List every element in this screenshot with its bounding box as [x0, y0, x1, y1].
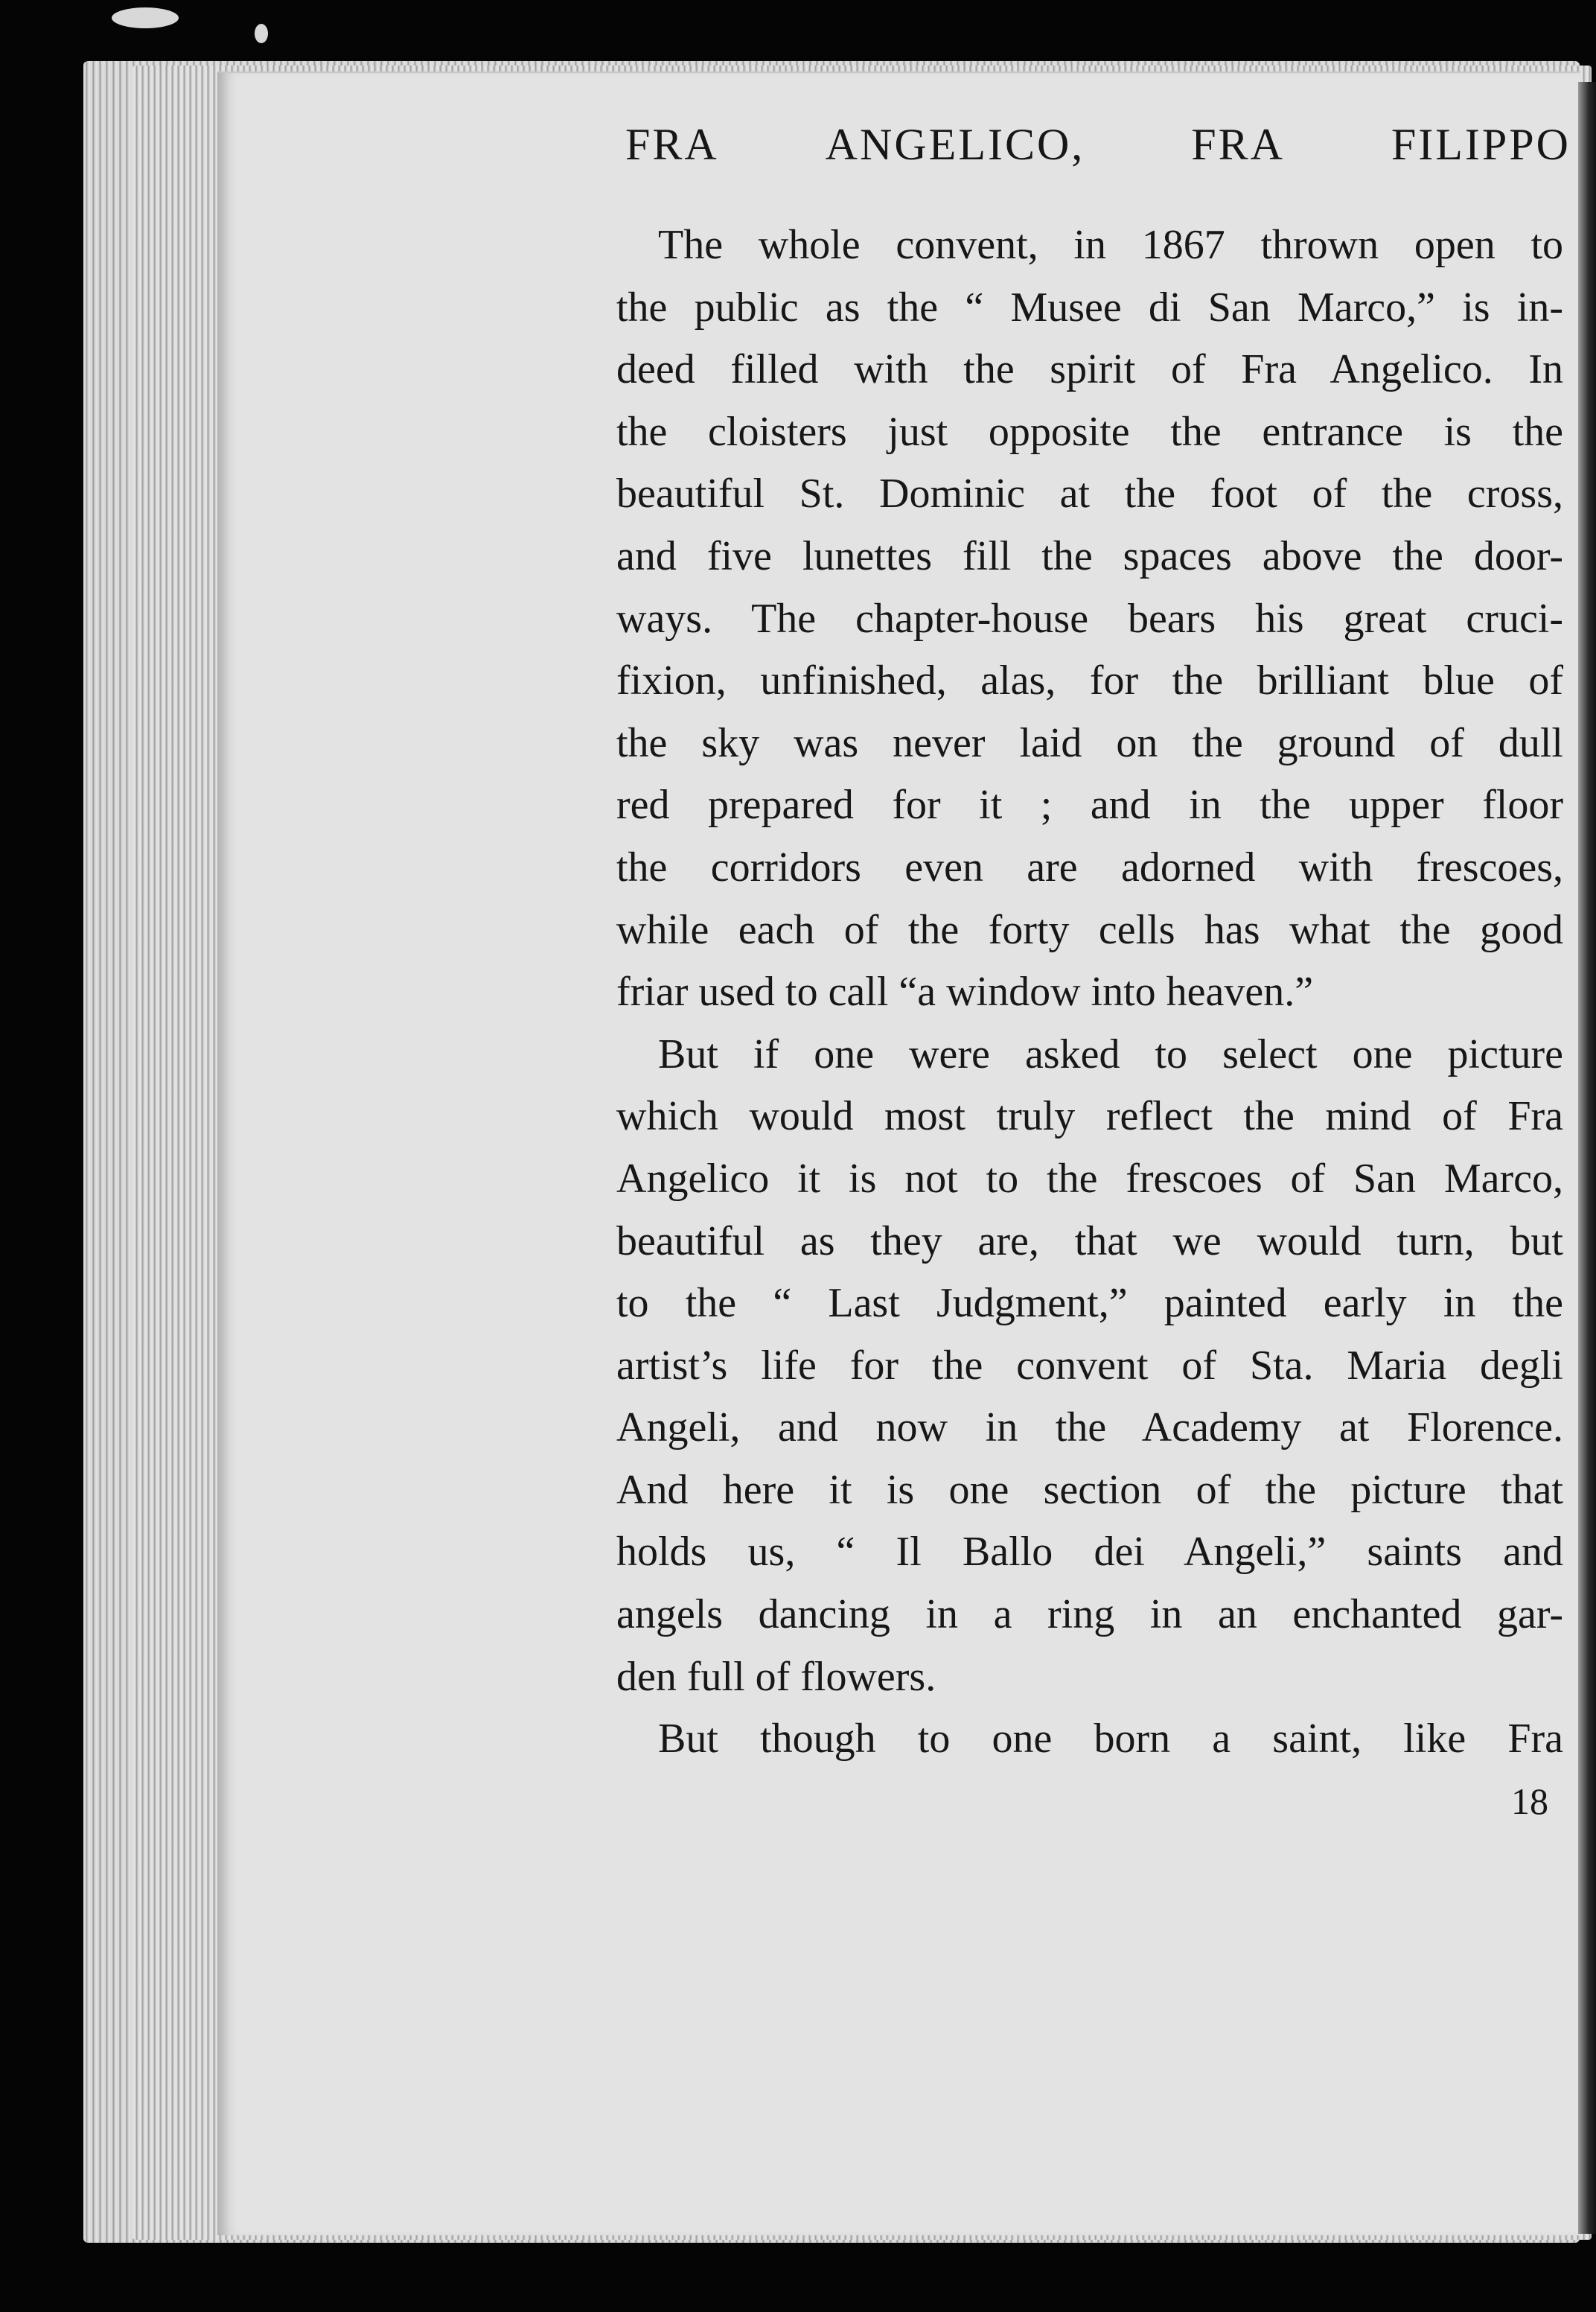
text-line: fixion, unfinished, alas, for the brilliant blue of — [616, 657, 1563, 704]
running-head — [625, 119, 1571, 171]
text-line: beautiful St. Dominic at the foot of the cross, — [616, 471, 1563, 518]
text-line: But if one were asked to select one picture — [658, 1031, 1563, 1077]
running-head-word: FRA — [1191, 120, 1285, 169]
text-line: the sky was never laid on the ground of dull — [616, 719, 1563, 766]
text-line: while each of the forty cells has what the good — [616, 906, 1563, 953]
page-right-edge — [1578, 82, 1596, 2234]
text-line: the corridors even are adorned with frescoes, — [616, 844, 1563, 891]
text-line: holds us, “ Il Ballo dei Angeli,” saints and — [616, 1529, 1563, 1576]
body-text — [616, 214, 1563, 1771]
text-line: which would most truly reflect the mind of Fra — [616, 1093, 1563, 1140]
running-head-word: FRA — [625, 120, 719, 169]
text-line: deed filled with the spirit of Fra Angelico. In — [616, 346, 1563, 393]
text-line: But though to one born a saint, like Fra — [658, 1716, 1563, 1762]
text-line: to the “ Last Judgment,” painted early in the — [616, 1280, 1563, 1327]
text-line: friar used to call “a window into heaven.” — [616, 969, 1314, 1016]
text-line: and five lunettes fill the spaces above the door- — [616, 532, 1563, 579]
text-line: ways. The chapter-house bears his great cruci- — [616, 595, 1563, 642]
page-number: 18 — [1511, 1780, 1548, 1822]
text-line: den full of flowers. — [616, 1653, 936, 1700]
text-line: the public as the “ Musee di San Marco,” is in- — [616, 284, 1563, 331]
scan-artifact — [255, 24, 268, 43]
text-line: artist’s life for the convent of Sta. Maria degli — [616, 1342, 1563, 1389]
text-line: Angelico it is not to the frescoes of San Marco, — [616, 1155, 1563, 1202]
text-line: Angeli, and now in the Academy at Florence. — [616, 1404, 1563, 1451]
text-line: And here it is one section of the picture that — [616, 1466, 1563, 1513]
running-head-word: ANGELICO, — [825, 120, 1085, 169]
running-head-word: FILIPPO — [1391, 120, 1571, 169]
scan-artifact — [112, 7, 179, 28]
text-line: The whole convent, in 1867 thrown open to — [658, 222, 1563, 268]
text-line: the cloisters just opposite the entrance is the — [616, 408, 1563, 455]
text-line: beautiful as they are, that we would turn, but — [616, 1217, 1563, 1264]
text-line: angels dancing in a ring in an enchanted gar- — [616, 1591, 1563, 1638]
text-line: red prepared for it ; and in the upper floor — [616, 782, 1563, 829]
